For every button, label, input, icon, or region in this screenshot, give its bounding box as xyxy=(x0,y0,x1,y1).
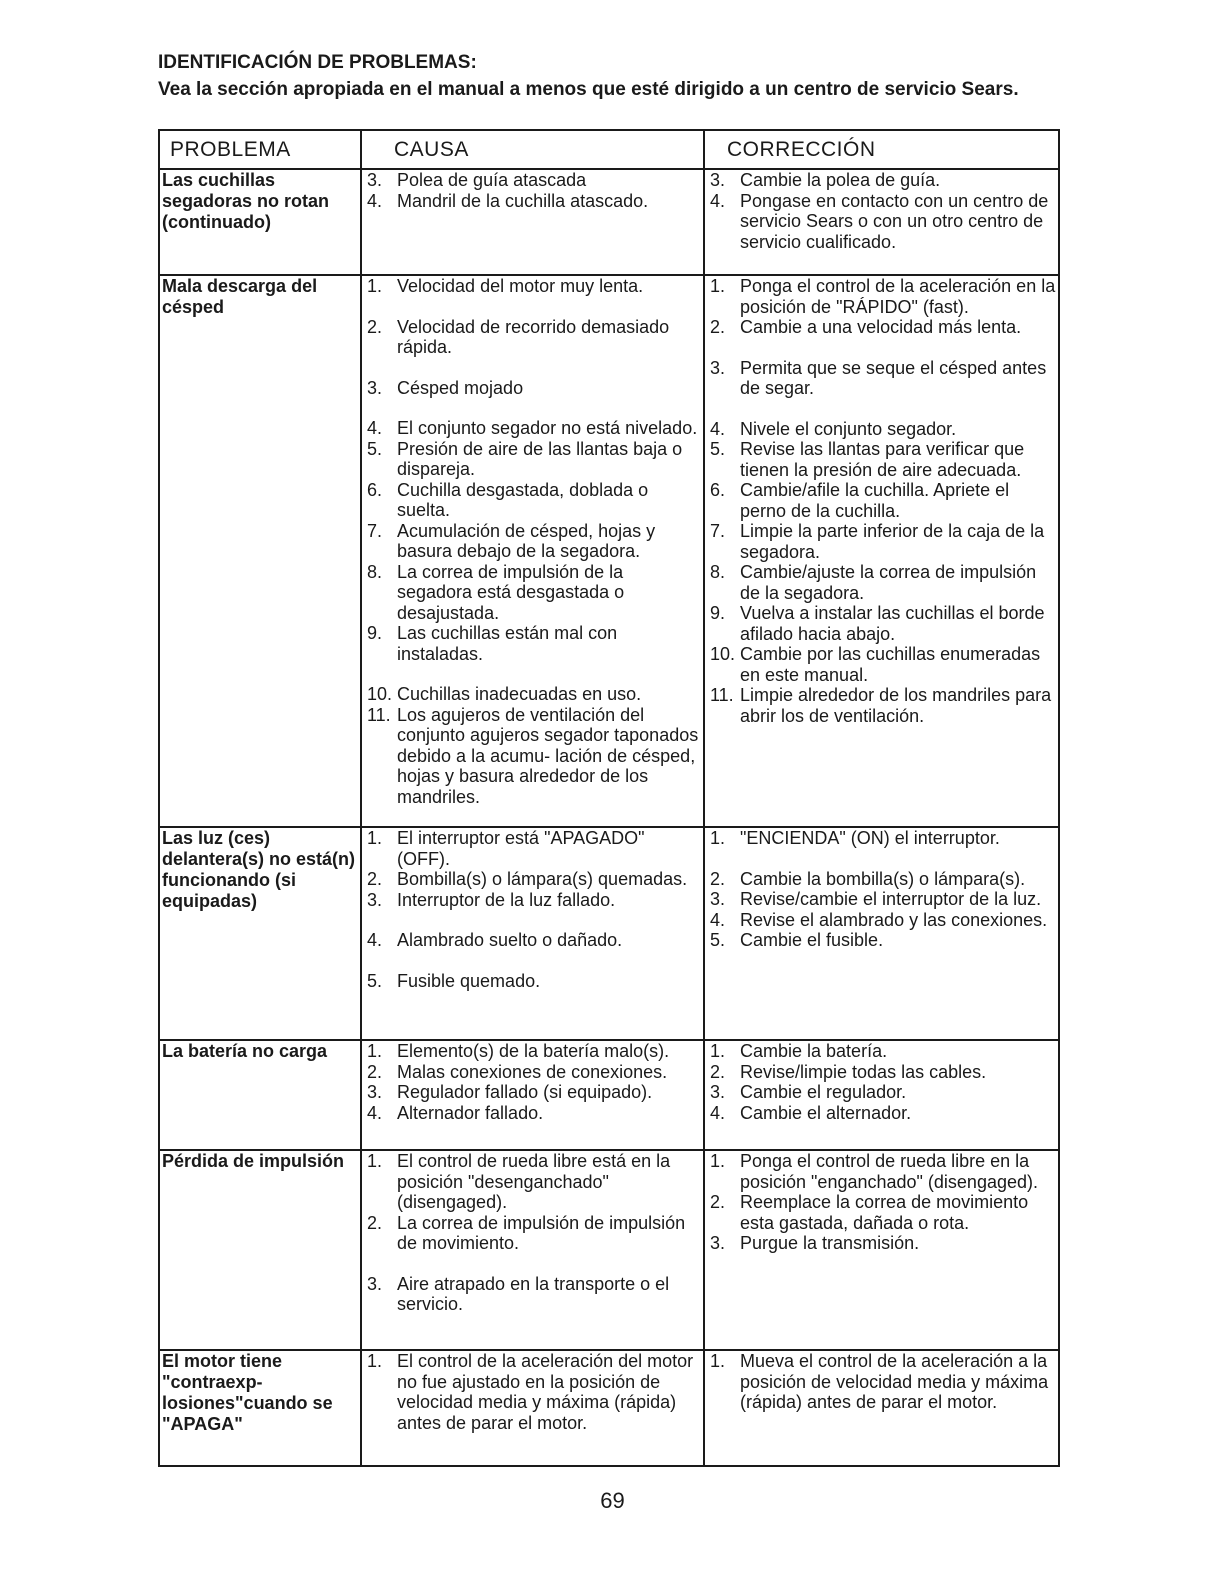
cause-item-number: 1. xyxy=(367,828,383,848)
cause-item-number: 1. xyxy=(367,1351,383,1371)
correction-item-number: 1. xyxy=(710,1351,726,1371)
cause-item-number: 5. xyxy=(367,438,383,459)
correction-item-text: Reemplace la correa de movimiento esta gastada, dañada o rota. xyxy=(740,1192,1029,1233)
correction-item-text: "ENCIENDA" (ON) el interruptor. xyxy=(740,828,1000,848)
correction-cell xyxy=(704,275,1059,827)
cause-item-text: Cuchilla desgastada, doblada o suelta. xyxy=(397,479,649,520)
cause-item xyxy=(364,521,701,562)
cause-item-number: 3. xyxy=(367,889,383,910)
cause-item-text: Los agujeros de ventilación del conjunto agujeros segador taponados debido a la acumu- lación de césped, hojas y basura alrededor de los mandriles. xyxy=(397,704,699,807)
cause-item xyxy=(364,191,701,212)
correction-item-number: 10. xyxy=(710,644,736,664)
section-title: IDENTIFICACIÓN DE PROBLEMAS: xyxy=(158,52,477,73)
cause-item xyxy=(364,1351,701,1433)
correction-list xyxy=(707,828,1056,951)
cause-item-number: 4. xyxy=(367,418,383,438)
correction-item xyxy=(707,644,1056,685)
cause-item xyxy=(364,971,701,992)
cause-item xyxy=(364,1151,701,1213)
correction-item-text: Cambie el regulador. xyxy=(740,1082,907,1102)
correction-item-text: Revise/cambie el interruptor de la luz. xyxy=(740,889,1042,909)
cause-item-number: 2. xyxy=(367,869,383,889)
correction-item-number: 4. xyxy=(710,909,726,930)
correction-item-number: 2. xyxy=(710,1192,726,1212)
problem-cell: Las luz (ces) delantera(s) no está(n) funcionando (si equipadas) xyxy=(159,827,361,1040)
cause-item-text: Alternador fallado. xyxy=(397,1102,544,1123)
cause-item-text: El control de la aceleración del motor no fue ajustado en la posición de velocidad media y máxima (rápida) antes de parar el motor. xyxy=(397,1351,694,1433)
correction-item-text: Limpie alrededor de los mandriles para abrir los de ventilación. xyxy=(740,685,1052,726)
table-row xyxy=(159,1040,1059,1150)
column-header-problema: PROBLEMA xyxy=(159,130,361,169)
correction-item-number: 1. xyxy=(710,276,726,296)
correction-item-number: 5. xyxy=(710,439,726,459)
correction-item-text: Revise el alambrado y las conexiones. xyxy=(740,909,1048,930)
correction-list xyxy=(707,170,1056,252)
cause-item-text: La correa de impulsión de impulsión de movimiento. xyxy=(397,1212,686,1253)
correction-item-text: Cambie el fusible. xyxy=(740,930,884,950)
problem-cell: La batería no carga xyxy=(159,1040,361,1150)
correction-item xyxy=(707,685,1056,726)
cause-list xyxy=(364,828,701,991)
cause-item xyxy=(364,1274,701,1315)
cause-item-number: 2. xyxy=(367,316,383,337)
cause-item xyxy=(364,480,701,521)
correction-item-text: Ponga el control de la aceleración en la posición de "RÁPIDO" (fast). xyxy=(740,276,1056,317)
correction-item-number: 3. xyxy=(710,1233,726,1253)
cause-item xyxy=(364,317,701,358)
cause-item xyxy=(364,684,701,705)
correction-item xyxy=(707,603,1056,644)
cause-item-text: Velocidad del motor muy lenta. xyxy=(397,276,644,296)
cause-list xyxy=(364,1351,701,1433)
correction-item-number: 6. xyxy=(710,480,726,500)
column-header-correccion: CORRECCIÓN xyxy=(704,130,1059,169)
cause-item-number: 6. xyxy=(367,479,383,500)
cause-item-text: Velocidad de recorrido demasiado rápida. xyxy=(397,316,670,357)
cause-item-number: 3. xyxy=(367,1273,383,1294)
cause-item-text: Alambrado suelto o dañado. xyxy=(397,930,623,950)
cause-item-text: Aire atrapado en la transporte o el servicio. xyxy=(397,1273,670,1314)
correction-item-number: 3. xyxy=(710,889,726,909)
cause-item-number: 1. xyxy=(367,1041,383,1061)
correction-item xyxy=(707,1041,1056,1062)
table-header-row xyxy=(159,130,1059,169)
correction-item-text: Limpie la parte inferior de la caja de la segadora. xyxy=(740,521,1045,562)
problem-cell: Las cuchillas segadoras no rotan (continuado) xyxy=(159,169,361,275)
correction-list xyxy=(707,1351,1056,1413)
column-header-causa: CAUSA xyxy=(361,130,704,169)
correction-item xyxy=(707,358,1056,399)
correction-item-number: 4. xyxy=(710,1102,726,1123)
cause-item xyxy=(364,869,701,890)
cause-item-number: 3. xyxy=(367,1082,383,1102)
correction-item-number: 4. xyxy=(710,190,726,211)
correction-item xyxy=(707,1192,1056,1233)
cause-item-number: 7. xyxy=(367,520,383,541)
cause-cell xyxy=(361,275,704,827)
correction-item xyxy=(707,1151,1056,1192)
cause-item-text: Césped mojado xyxy=(397,377,524,398)
correction-list xyxy=(707,1041,1056,1123)
cause-list xyxy=(364,170,701,211)
correction-item-number: 2. xyxy=(710,1061,726,1082)
cause-item-text: El conjunto segador no está nivelado. xyxy=(397,418,698,438)
table-row xyxy=(159,827,1059,1040)
correction-item-number: 3. xyxy=(710,1082,726,1102)
cause-item xyxy=(364,378,701,399)
table-row xyxy=(159,1150,1059,1350)
cause-item-text: Elemento(s) de la batería malo(s). xyxy=(397,1041,670,1061)
correction-item-number: 1. xyxy=(710,1041,726,1061)
problem-cell: El motor tiene "contraexp- losiones"cuando se "APAGA" xyxy=(159,1350,361,1466)
cause-item xyxy=(364,930,701,951)
correction-item-number: 3. xyxy=(710,170,726,190)
cause-cell xyxy=(361,1350,704,1466)
correction-item-text: Permita que se seque el césped antes de segar. xyxy=(740,357,1047,398)
correction-item-text: Pongase en contacto con un centro de servicio Sears o con un otro centro de servicio cualificado. xyxy=(740,190,1049,252)
correction-item-number: 5. xyxy=(710,930,726,950)
cause-item-number: 3. xyxy=(367,377,383,398)
correction-item-number: 2. xyxy=(710,868,726,889)
correction-item xyxy=(707,1351,1056,1413)
correction-item xyxy=(707,889,1056,910)
cause-list xyxy=(364,1041,701,1123)
cause-item-text: Presión de aire de las llantas baja o dispareja. xyxy=(397,438,683,479)
correction-item-number: 1. xyxy=(710,828,726,848)
cause-list xyxy=(364,1151,701,1315)
cause-item-number: 9. xyxy=(367,623,383,643)
cause-item-number: 1. xyxy=(367,1151,383,1171)
correction-item-text: Cambie/afile la cuchilla. Apriete el perno de la cuchilla. xyxy=(740,480,1010,521)
correction-item xyxy=(707,276,1056,317)
correction-item-text: Mueva el control de la aceleración a la posición de velocidad media y máxima (rápida) antes de parar el motor. xyxy=(740,1351,1049,1412)
correction-cell xyxy=(704,827,1059,1040)
correction-item-text: Nivele el conjunto segador. xyxy=(740,418,957,439)
table-row xyxy=(159,1350,1059,1466)
correction-item xyxy=(707,191,1056,253)
correction-item xyxy=(707,828,1056,849)
correction-item xyxy=(707,480,1056,521)
cause-item-text: Interruptor de la luz fallado. xyxy=(397,889,616,910)
correction-item-text: Vuelva a instalar las cuchillas el borde afilado hacia abajo. xyxy=(740,603,1045,644)
table-row xyxy=(159,275,1059,827)
cause-item xyxy=(364,623,701,664)
correction-cell xyxy=(704,169,1059,275)
cause-item xyxy=(364,1082,701,1103)
cause-item xyxy=(364,418,701,439)
correction-item-number: 8. xyxy=(710,562,726,582)
cause-item-number: 2. xyxy=(367,1212,383,1233)
correction-item-number: 3. xyxy=(710,357,726,378)
correction-item xyxy=(707,1233,1056,1254)
problem-cell: Pérdida de impulsión xyxy=(159,1150,361,1350)
cause-item xyxy=(364,1062,701,1083)
cause-item xyxy=(364,276,701,297)
correction-item xyxy=(707,562,1056,603)
cause-item-text: Polea de guía atascada xyxy=(397,170,587,190)
troubleshooting-table xyxy=(158,129,1060,1467)
correction-item-text: Cambie la batería. xyxy=(740,1041,888,1061)
cause-item xyxy=(364,170,701,191)
cause-item xyxy=(364,562,701,624)
cause-cell xyxy=(361,1040,704,1150)
cause-item xyxy=(364,1103,701,1124)
correction-cell xyxy=(704,1040,1059,1150)
cause-item-text: El control de rueda libre está en la posición "desenganchado" (disengaged). xyxy=(397,1151,671,1212)
correction-item xyxy=(707,419,1056,440)
correction-item-text: Revise las llantas para verificar que tienen la presión de aire adecuada. xyxy=(740,439,1025,480)
correction-item-number: 7. xyxy=(710,521,726,541)
correction-item-number: 4. xyxy=(710,418,726,439)
correction-item-number: 9. xyxy=(710,603,726,623)
correction-item-text: Cambie el alternador. xyxy=(740,1102,912,1123)
correction-item-number: 11. xyxy=(710,685,734,705)
correction-list xyxy=(707,276,1056,726)
correction-item xyxy=(707,869,1056,890)
cause-list xyxy=(364,276,701,807)
cause-item-text: Acumulación de césped, hojas y basura debajo de la segadora. xyxy=(397,520,656,561)
correction-item xyxy=(707,930,1056,951)
correction-item-number: 2. xyxy=(710,317,726,337)
cause-item-number: 5. xyxy=(367,970,383,991)
correction-item-text: Revise/limpie todas las cables. xyxy=(740,1061,987,1082)
correction-item xyxy=(707,439,1056,480)
table-row xyxy=(159,169,1059,275)
correction-item xyxy=(707,1062,1056,1083)
cause-item-text: El interruptor está "APAGADO" (OFF). xyxy=(397,828,645,869)
correction-list xyxy=(707,1151,1056,1254)
cause-item xyxy=(364,705,701,808)
cause-item xyxy=(364,890,701,911)
correction-item-text: Cambie por las cuchillas enumeradas en este manual. xyxy=(740,644,1041,685)
cause-item xyxy=(364,1213,701,1254)
cause-item-number: 1. xyxy=(367,276,383,296)
cause-item-text: Malas conexiones de conexiones. xyxy=(397,1061,668,1082)
correction-item-text: Ponga el control de rueda libre en la posición "enganchado" (disengaged). xyxy=(740,1151,1038,1192)
cause-item-number: 3. xyxy=(367,170,383,190)
section-subtitle: Vea la sección apropiada en el manual a menos que esté dirigido a un centro de servicio Sears. xyxy=(158,79,1019,100)
cause-item-number: 8. xyxy=(367,561,383,582)
cause-item-text: Fusible quemado. xyxy=(397,970,541,991)
cause-item-text: La correa de impulsión de la segadora está desgastada o desajustada. xyxy=(397,561,625,623)
correction-item-text: Cambie la bombilla(s) o lámpara(s). xyxy=(740,868,1026,889)
cause-item xyxy=(364,439,701,480)
correction-item-text: Cambie la polea de guía. xyxy=(740,170,941,190)
correction-item-text: Cambie a una velocidad más lenta. xyxy=(740,317,1022,337)
problem-cell: Mala descarga del césped xyxy=(159,275,361,827)
correction-item xyxy=(707,910,1056,931)
correction-item xyxy=(707,1103,1056,1124)
cause-item-text: Regulador fallado (si equipado). xyxy=(397,1082,653,1102)
cause-cell xyxy=(361,1150,704,1350)
correction-item-number: 1. xyxy=(710,1151,726,1171)
correction-cell xyxy=(704,1350,1059,1466)
cause-item-number: 2. xyxy=(367,1061,383,1082)
cause-item-text: Mandril de la cuchilla atascado. xyxy=(397,190,649,211)
cause-item-text: Bombilla(s) o lámpara(s) quemadas. xyxy=(397,869,688,889)
cause-item-text: Cuchillas inadecuadas en uso. xyxy=(397,684,642,704)
cause-item xyxy=(364,1041,701,1062)
cause-item-number: 4. xyxy=(367,1102,383,1123)
page-number: 69 xyxy=(600,1488,625,1513)
page-heading xyxy=(158,52,1058,101)
cause-cell xyxy=(361,169,704,275)
correction-item xyxy=(707,521,1056,562)
correction-item xyxy=(707,170,1056,191)
cause-item-text: Las cuchillas están mal con instaladas. xyxy=(397,623,618,664)
cause-item-number: 4. xyxy=(367,930,383,950)
correction-item xyxy=(707,317,1056,338)
correction-item xyxy=(707,1082,1056,1103)
cause-cell xyxy=(361,827,704,1040)
cause-item-number: 10. xyxy=(367,684,393,704)
correction-item-text: Cambie/ajuste la correa de impulsión de la segadora. xyxy=(740,562,1037,603)
correction-item-text: Purgue la transmisión. xyxy=(740,1233,920,1253)
correction-cell xyxy=(704,1150,1059,1350)
cause-item xyxy=(364,828,701,869)
cause-item-number: 11. xyxy=(367,704,391,725)
cause-item-number: 4. xyxy=(367,190,383,211)
